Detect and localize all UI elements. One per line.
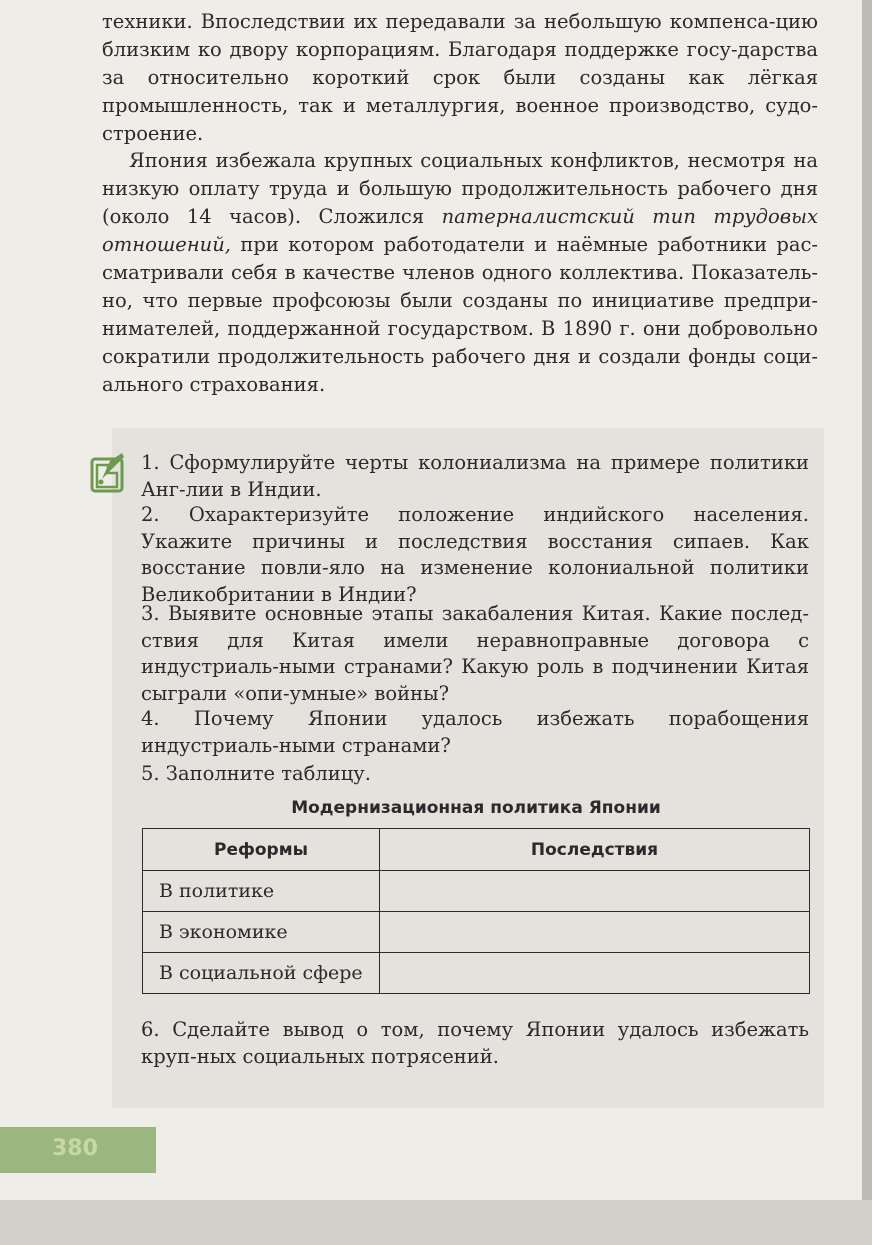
- question-6: 6. Сделайте вывод о том, почему Японии удалось избежать круп-ных социальных потрясений.: [141, 1018, 809, 1068]
- page-edge-right: [862, 0, 872, 1245]
- table-cell-consequence: [380, 953, 810, 994]
- question-4: 4. Почему Японии удалось избежать порабощения индустриаль-ными странами?: [141, 707, 809, 757]
- table-row: [143, 912, 810, 953]
- paragraph-term-italic: патерналистский тип трудовых отношений,: [102, 205, 818, 256]
- table-header-consequences: Последствия: [380, 829, 810, 871]
- question-2: 2. Охарактеризуйте положение индийского населения. Укажите причины и последствия восстания сипаев. Как восстание повли-яло на изменение колониальной политики Великобритании в Индии?: [141, 503, 809, 606]
- table-row: [143, 953, 810, 994]
- paragraph-text-end: при котором работодатели и наёмные работники рас-сматривали себя в качестве членов одного коллектива. Показатель-но, что первые профсоюзы были созданы по инициативе предпри-нимателей, поддержанной государством. В 1890 г. они добровольно сократили продолжительность рабочего дня и создали фонды соци-ального страхования.: [102, 233, 818, 396]
- table-cell-reform: В экономике: [143, 912, 380, 953]
- table-cell-consequence: [380, 871, 810, 912]
- table-title: Модернизационная политика Японии: [291, 798, 661, 818]
- table-row: [143, 871, 810, 912]
- question-3: 3. Выявите основные этапы закабаления Китая. Какие послед-ствия для Китая имели неравноправные договора с индустриаль-ными странами? Какую роль в подчинении Китая сыграли «опи-умные» войны?: [141, 602, 809, 705]
- modernization-table: [142, 828, 810, 994]
- paragraph-japan-labor: [102, 147, 818, 399]
- table-header-row: [143, 829, 810, 871]
- table-cell-reform: В социальной сфере: [143, 953, 380, 994]
- paragraph-text-start: Япония избежала крупных социальных конфликтов, несмотря на низкую оплату труда и большую продолжительность рабочего дня (около 14 часов). Сложился: [102, 149, 818, 228]
- table-cell-reform: В политике: [143, 871, 380, 912]
- question-5: 5. Заполните таблицу.: [141, 762, 371, 785]
- page-number: 380: [52, 1136, 98, 1161]
- paragraph-industry: техники. Впоследствии их передавали за небольшую компенса-цию близким ко двору корпорациям. Благодаря поддержке госу-дарства за относительно короткий срок были созданы как лёгкая промышленность, так и металлургия, военное производство, судо-строение.: [102, 10, 818, 145]
- table-cell-consequence: [380, 912, 810, 953]
- table-header-reforms: Реформы: [143, 829, 380, 871]
- page-edge-bottom: [0, 1200, 872, 1245]
- task-icon: [90, 449, 128, 495]
- question-1: 1. Сформулируйте черты колониализма на примере политики Анг-лии в Индии.: [141, 451, 809, 501]
